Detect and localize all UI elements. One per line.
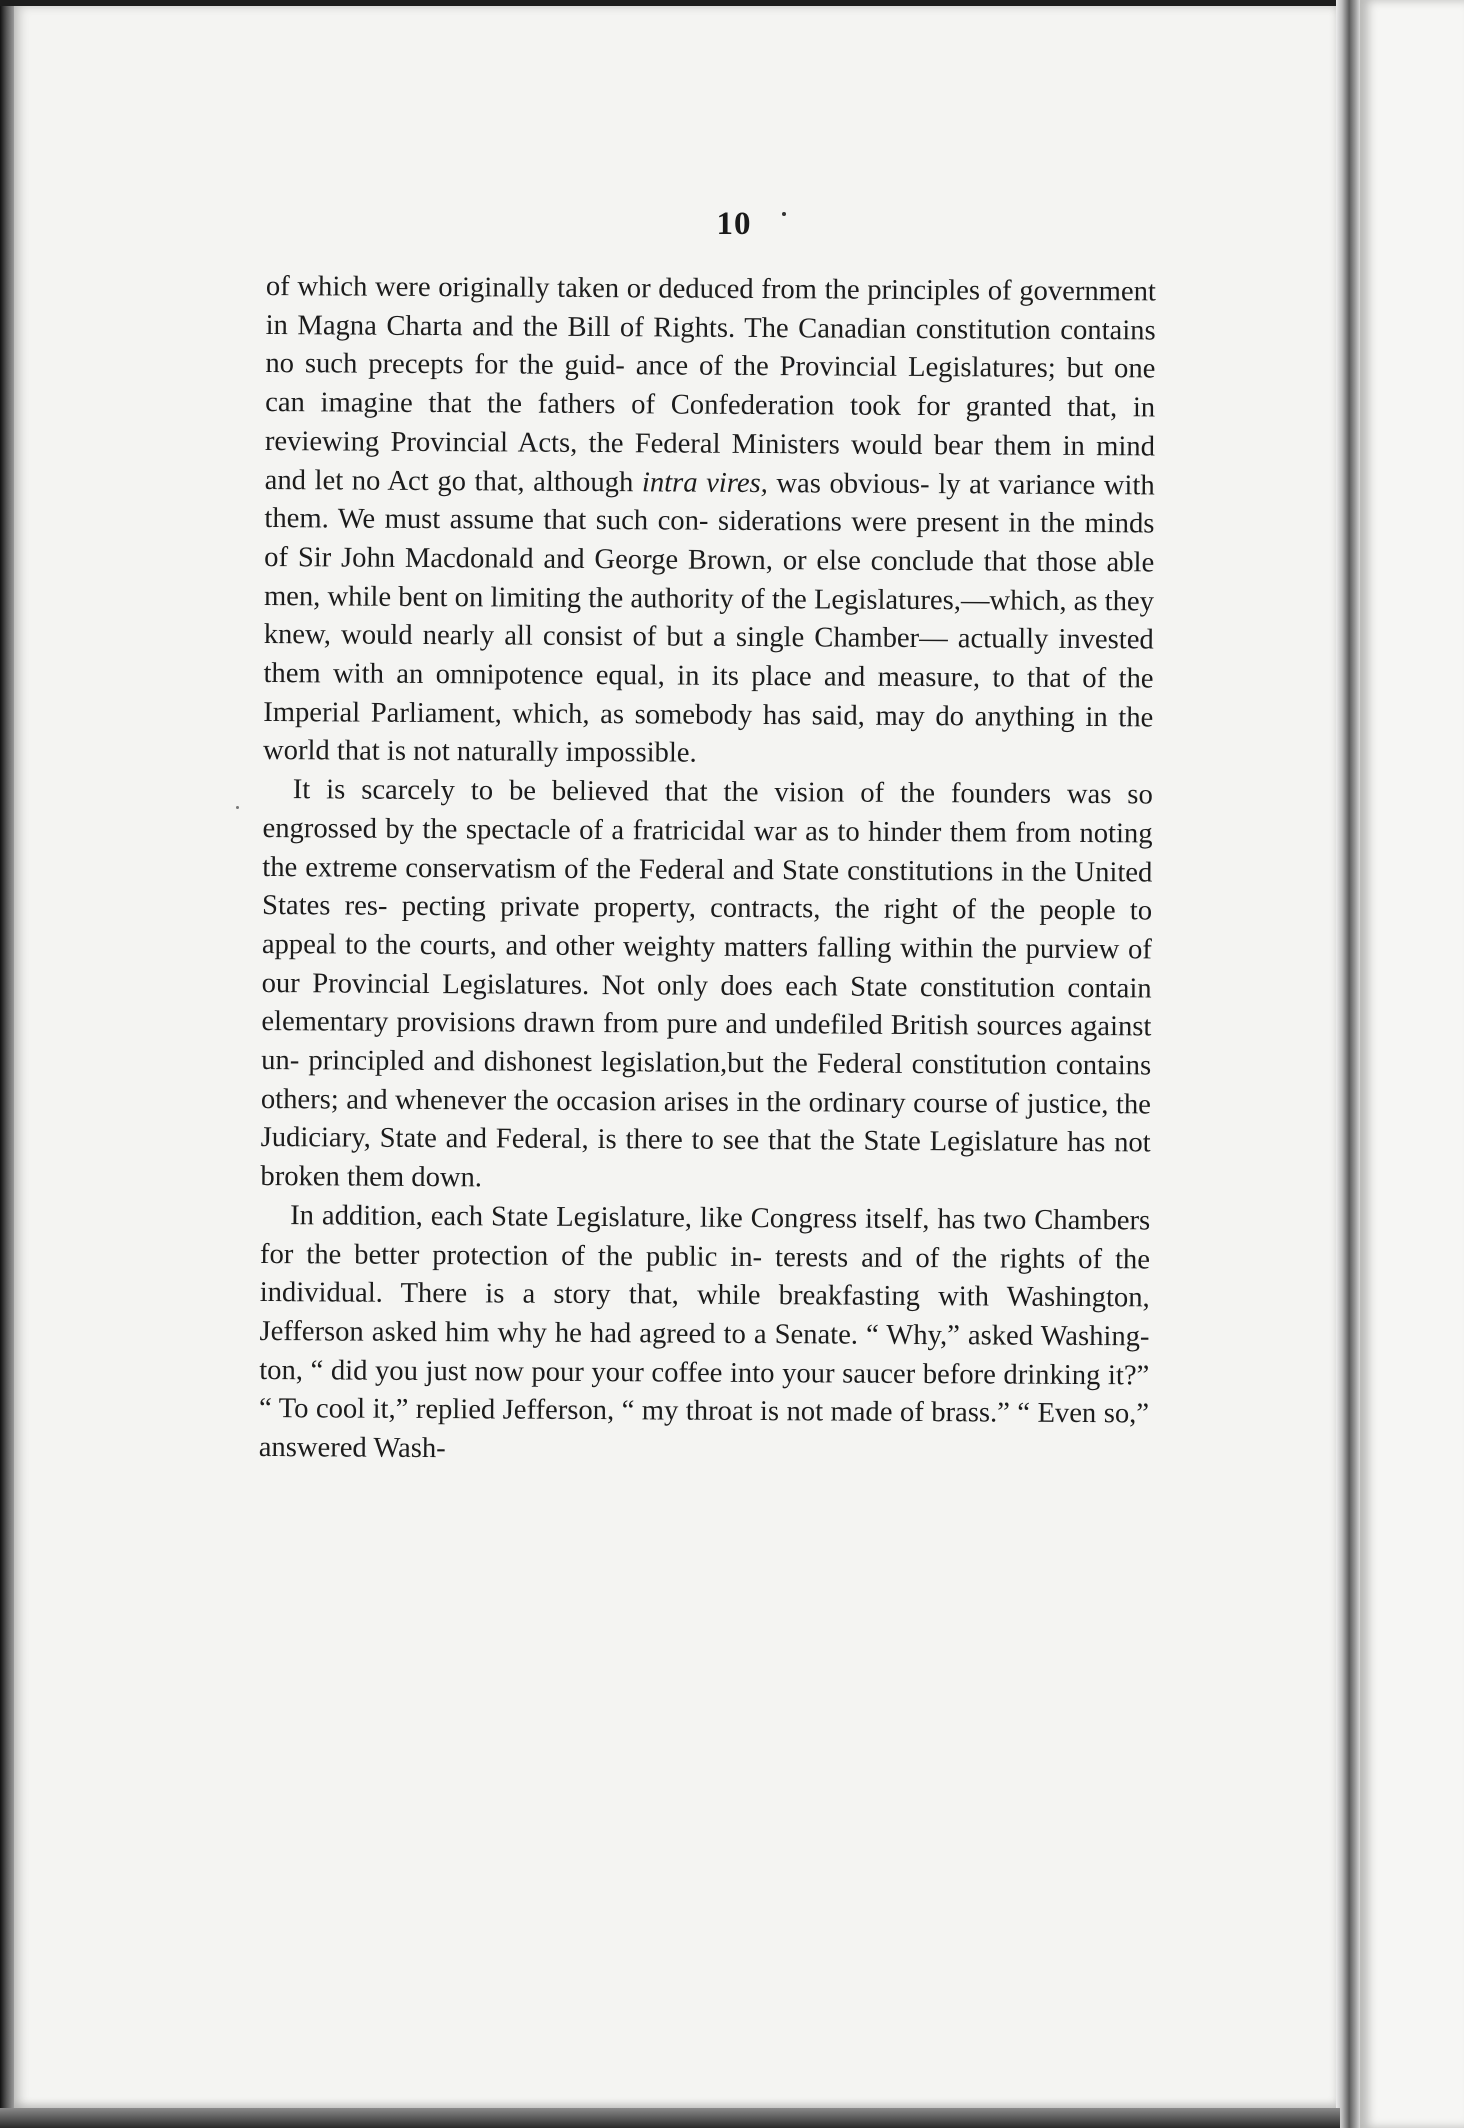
paragraph-1-text-before: of which were originally taken or deduced from the principles of government in Magna Charta and the Bill of Rights. The Canadian constitution contains no such precepts for the guid- ance of the Provincial Legislatures; but one can imagine that the fathers of Confederation took for granted that, in reviewing Provincial Acts, the Federal Ministers would bear them in mind and let no Act go that, although [264, 270, 1156, 498]
paragraph-3: In addition, each State Legislature, like Congress itself, has two Chambers for the better protection of the public in- terests and of the rights of the individual. There is a story that, while breakfasting with Washington, Jefferson asked him why he had agreed to a Senate. “ Why,” asked Washing- ton, “ did you just now pour your coffee into your saucer before drinking it?” “ To cool it,” replied Jefferson, “ my throat is not made of brass.” “ Even so,” answered Wash- [258, 1200, 1151, 1465]
paragraph-1-text-after: was obvious- ly at variance with them. We must assume that such con- siderations were present in the minds of Sir John Macdonald and George Brown, or else conclude that those able men, while bent on limiting the authority of the Legislatures,—which, as they knew, would nearly all consist of but a single Chamber— actually invested them with an omnipotence equal, in its place and measure, to that of the Imperial Parliament, which, as somebody has said, may do anything in the world that is not naturally impossible. [262, 467, 1155, 770]
book-gutter [1336, 0, 1360, 2128]
paragraph-1-italic-phrase: intra vires, [641, 466, 768, 499]
book-page [14, 6, 1336, 2108]
paragraph-1 [263, 268, 1156, 777]
facing-page-edge [1360, 0, 1464, 2128]
page-number: 10 [674, 206, 794, 243]
paper-speck [236, 806, 239, 809]
scan-left-edge [0, 0, 14, 2128]
page-body-text [259, 268, 1156, 1473]
scan-bottom-edge [0, 2108, 1340, 2128]
paragraph-2: It is scarcely to be believed that the vision of the founders was so engrossed by the spectacle of a fratricidal war as to hinder them from noting the extreme conservatism of the Federal and State constitutions in the United States res- pecting private property, contracts, the right of the people to appeal to the courts, and other weighty matters falling within the purview of our Provincial Legislatures. Not only does each State constitution contain elementary provisions drawn from pure and undefiled British sources against un- principled and dishonest legislation,but the Federal constitution contains others; and whenever the occasion arises in the ordinary course of justice, the Judiciary, State and Federal, is there to see that the State Legislature has not broken them down. [260, 774, 1153, 1194]
